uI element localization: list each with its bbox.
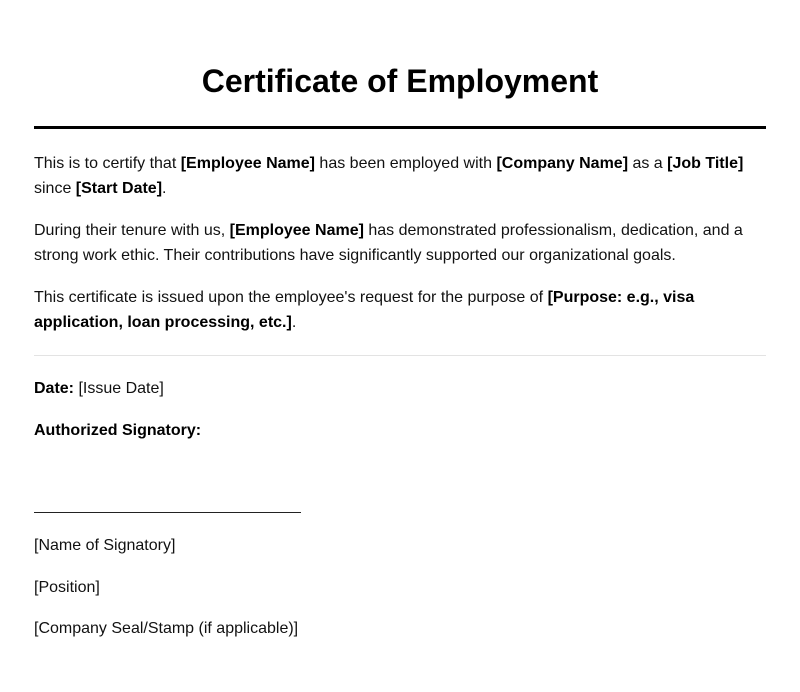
signature-line xyxy=(34,512,301,513)
paragraph-text: During their tenure with us, xyxy=(34,222,230,239)
title-divider xyxy=(34,126,766,129)
paragraph-text: . xyxy=(162,180,167,197)
paragraph-text: . xyxy=(291,314,297,331)
authorized-signatory-label xyxy=(34,420,201,442)
employee-name-placeholder: [Employee Name] xyxy=(229,222,364,239)
start-date-placeholder: [Start Date] xyxy=(75,180,163,197)
tenure-paragraph xyxy=(34,218,766,268)
section-divider xyxy=(34,355,766,356)
date-line xyxy=(34,378,164,400)
signatory-name-placeholder: [Name of Signatory] xyxy=(34,537,176,554)
paragraph-text: has demonstrated professionalism, dedication, and a strong work ethic. Their contributions have significantly supported our organizational goals. xyxy=(34,222,743,264)
purpose-paragraph xyxy=(34,285,766,335)
company-name-placeholder: [Company Name] xyxy=(496,155,629,172)
issue-date-placeholder: [Issue Date] xyxy=(74,380,164,397)
paragraph-text: This is to certify that xyxy=(34,155,181,172)
certificate-title: Certificate of Employment xyxy=(201,63,599,99)
certification-paragraph xyxy=(34,151,766,201)
paragraph-text: as a xyxy=(628,155,668,172)
paragraph-text: This certificate is issued upon the employee's request for the purpose of xyxy=(34,289,548,306)
purpose-placeholder: [Purpose: e.g., visa application, loan processing, etc.] xyxy=(34,289,695,331)
employee-name-placeholder: [Employee Name] xyxy=(180,155,315,172)
company-seal-placeholder: [Company Seal/Stamp (if applicable)] xyxy=(34,620,299,637)
date-label: Date: xyxy=(34,380,75,397)
paragraph-text: has been employed with xyxy=(314,155,497,172)
job-title-placeholder: [Job Title] xyxy=(667,155,744,172)
signatory-label: Authorized Signatory: xyxy=(34,422,202,439)
paragraph-text: since xyxy=(34,180,76,197)
position-placeholder: [Position] xyxy=(34,579,100,596)
